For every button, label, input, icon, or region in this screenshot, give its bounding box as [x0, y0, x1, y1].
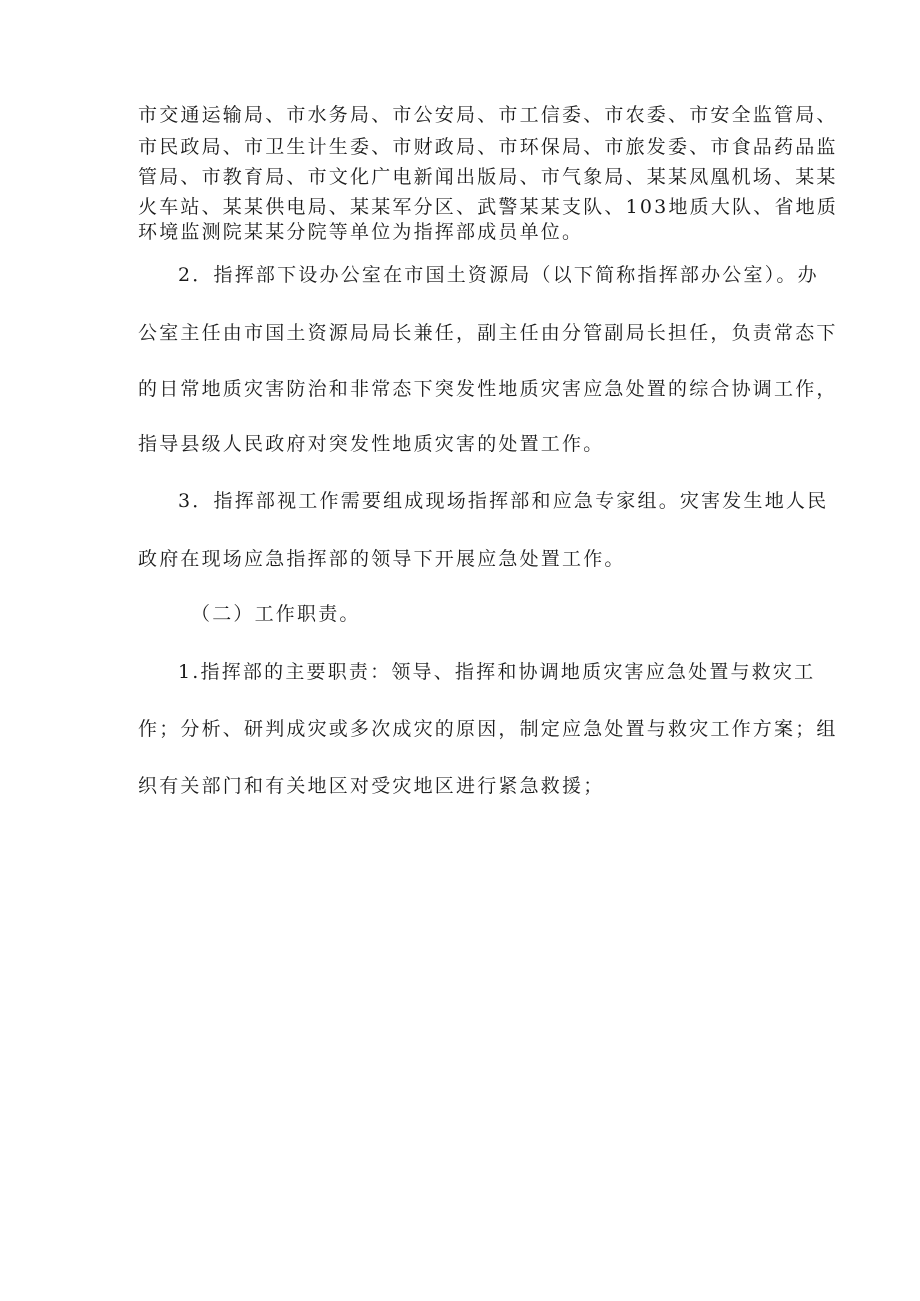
- section-heading: （二）工作职责。: [191, 603, 361, 625]
- paragraph-3-line: 3．指挥部视工作需要组成现场指挥部和应急专家组。灾害发生地人民: [178, 490, 829, 512]
- paragraph-2-line: 指导县级人民政府对突发性地质灾害的处置工作。: [138, 433, 605, 455]
- intro-line: 市民政局、市卫生计生委、市财政局、市环保局、市旅发委、市食品药品监: [138, 136, 838, 158]
- paragraph-3-line: 政府在现场应急指挥部的领导下开展应急处置工作。: [138, 548, 626, 570]
- paragraph-2-line: 2．指挥部下设办公室在市国土资源局（以下简称指挥部办公室）。办: [178, 264, 819, 286]
- intro-line: 管局、市教育局、市文化广电新闻出版局、市气象局、某某凤凰机场、某某: [138, 166, 838, 188]
- paragraph-4-line: 1.指挥部的主要职责：领导、指挥和协调地质灾害应急处置与救灾工: [178, 661, 816, 683]
- paragraph-2-line: 公室主任由市国土资源局局长兼任，副主任由分管副局长担任，负责常态下: [138, 322, 838, 344]
- paragraph-4-line: 织有关部门和有关地区对受灾地区进行紧急救援；: [138, 775, 605, 797]
- paragraph-4-line: 作；分析、研判成灾或多次成灾的原因，制定应急处置与救灾工作方案；组: [138, 718, 838, 740]
- intro-line: 火车站、某某供电局、某某军分区、武警某某支队、103地质大队、省地质: [138, 196, 839, 218]
- intro-line: 市交通运输局、市水务局、市公安局、市工信委、市农委、市安全监管局、: [138, 104, 838, 126]
- paragraph-2-line: 的日常地质灾害防治和非常态下突发性地质灾害应急处置的综合协调工作，: [138, 378, 838, 400]
- intro-line: 环境监测院某某分院等单位为指挥部成员单位。: [138, 221, 584, 243]
